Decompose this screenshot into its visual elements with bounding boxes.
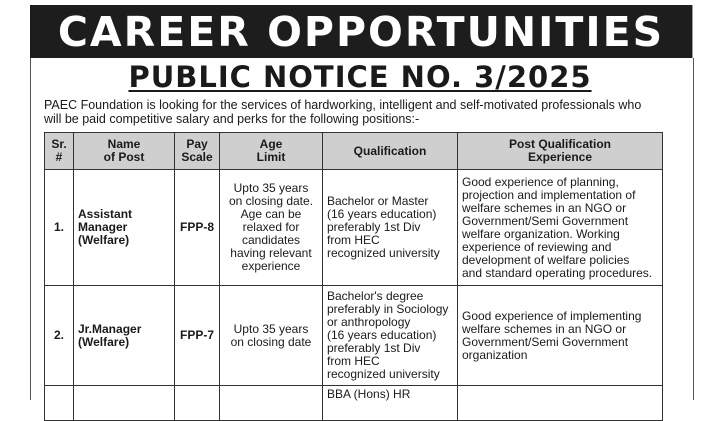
cell-sr: 2.	[45, 286, 74, 386]
header-name: Name of Post	[74, 133, 175, 170]
cell-experience: Good experience of planning, projection and implementation of welfare schemes in an NGO or Government/Semi Government welfare organization. Working experience of reviewing and development of welfare policies and standard operating procedures.	[458, 170, 663, 286]
table-header-row	[45, 133, 663, 170]
intro-line: PAEC Foundation is looking for the services of hardworking, intelligent and self-motivated professionals who	[44, 98, 642, 112]
cell-post-name: Assistant Manager (Welfare)	[74, 170, 175, 286]
intro-paragraph	[44, 98, 690, 126]
table-row	[45, 386, 663, 421]
cell-age-limit: Upto 35 years on closing date. Age can be relaxed for candidates having relevant experience	[220, 170, 323, 286]
cell-pay-scale: FPP-7	[175, 286, 220, 386]
header-qualification: Qualification	[323, 133, 458, 170]
cell-experience: Good experience of implementing welfare schemes in an NGO or Government/Semi Government organization	[458, 286, 663, 386]
header-experience: Post Qualification Experience	[458, 133, 663, 170]
cell-sr: 1.	[45, 170, 74, 286]
intro-line: will be paid competitive salary and perks for the following positions:-	[44, 112, 420, 126]
cell-post-name	[74, 386, 175, 421]
notice-title: PUBLIC NOTICE NO. 3/2025	[128, 60, 592, 94]
header-banner	[30, 5, 693, 58]
cell-pay-scale	[175, 386, 220, 421]
cell-experience	[458, 386, 663, 421]
table-row	[45, 170, 663, 286]
cell-pay-scale: FPP-8	[175, 170, 220, 286]
header-sr: Sr. #	[45, 133, 74, 170]
cell-qualification: BBA (Hons) HR	[323, 386, 458, 421]
cell-qualification: Bachelor's degree preferably in Sociology or anthropology (16 years education) preferably 1st Div from HEC recognized university	[323, 286, 458, 386]
header-pay-scale: Pay Scale	[175, 133, 220, 170]
table-row	[45, 286, 663, 386]
cell-age-limit: Upto 35 years on closing date	[220, 286, 323, 386]
cell-age-limit	[220, 386, 323, 421]
cell-sr	[45, 386, 74, 421]
page-margin	[0, 0, 28, 400]
banner-title: CAREER OPPORTUNITIES	[57, 8, 665, 56]
positions-table	[44, 132, 663, 421]
header-age-limit: Age Limit	[220, 133, 323, 170]
cell-post-name: Jr.Manager (Welfare)	[74, 286, 175, 386]
cell-qualification: Bachelor or Master (16 years education) preferably 1st Div from HEC recognized university	[323, 170, 458, 286]
